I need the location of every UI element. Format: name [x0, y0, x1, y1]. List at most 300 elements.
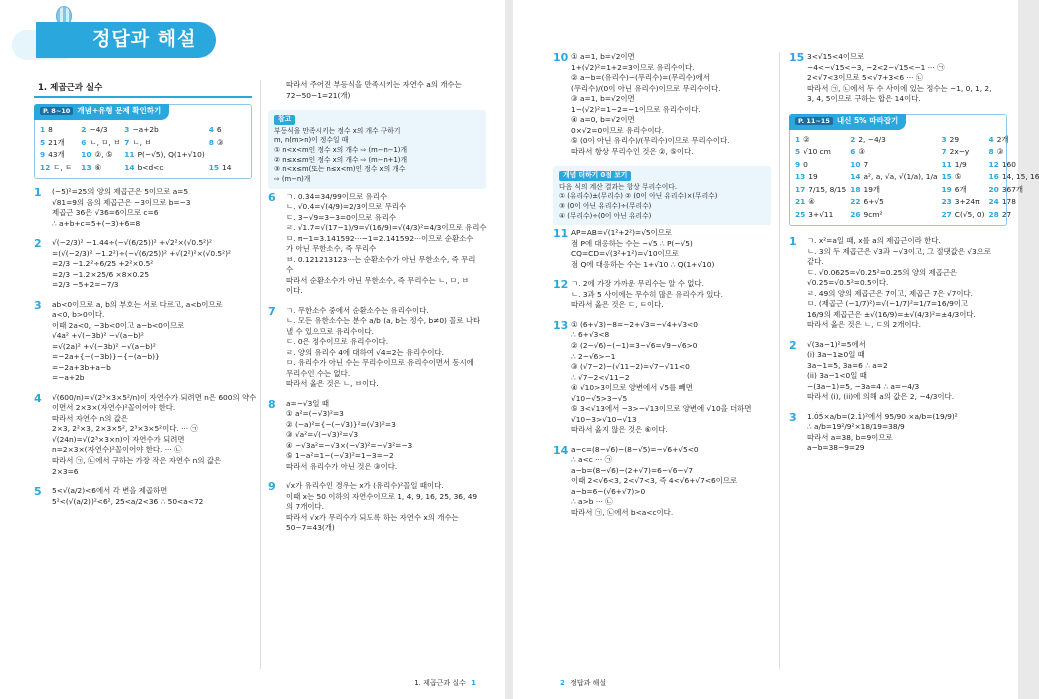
- column-divider: [260, 80, 261, 669]
- solution-line: ② (−a)²={−(−√3)}²=(√3)²=3: [286, 419, 396, 429]
- answer-number: 11: [124, 150, 135, 160]
- answer-item: [941, 172, 984, 183]
- solution-line: ㅁ. (제곱근 (−1/7)²)=√(−1/7)²=1/7=16/9이고: [807, 299, 969, 309]
- solution-item: [268, 399, 486, 473]
- answer-item: [795, 160, 846, 171]
- solution-line: 무리수인 수는 없다.: [286, 368, 351, 378]
- solution-line: ① a²=(−√3)²=3: [286, 409, 344, 419]
- answer-number: 6: [81, 137, 87, 147]
- quick-check-box: [34, 104, 252, 179]
- solution-line: 이다.: [286, 286, 303, 296]
- solution-line: =2/3 −5+2=−7/3: [52, 280, 119, 290]
- solution-line: ab<0이므로 a, b의 부호는 서로 다르고, a<b이므로: [52, 299, 223, 309]
- solution-line: √10−√5>3−√5: [571, 393, 628, 403]
- solution-line: =2/3 −1.2×25/6 ×8×0.25: [52, 269, 150, 279]
- answer-number: 2: [81, 125, 87, 135]
- answer-item: [40, 125, 77, 136]
- test-tab: [789, 114, 906, 130]
- answer-number: 10: [81, 150, 92, 160]
- solution-line: ㄱ. 무한소수 중에서 순환소수는 유리수이다.: [286, 305, 429, 315]
- answer-value: P(−√5), Q(1+√10): [137, 150, 205, 160]
- note-line: m, n(m>n)이 정수일 때: [274, 136, 349, 145]
- solution-item: [553, 320, 771, 436]
- answer-number: 9: [40, 150, 46, 160]
- answer-value: 7/15, 8/15: [808, 184, 847, 194]
- solution-line: 2<√7<3이므로 5<√7+3<6 ··· ㉡: [807, 73, 924, 83]
- answer-value: 178: [1001, 197, 1016, 207]
- solution-line: 0×√2=0이므로 유리수이다.: [571, 125, 665, 135]
- solution-line: 따라서 ㉠, ㉡에서 두 수 사이에 있는 정수는 −1, 0, 1, 2,: [807, 83, 992, 93]
- page-title: 정답과 해설: [92, 28, 197, 50]
- answer-value: ③: [996, 147, 1004, 157]
- solution-line: (무리수)/(0이 아닌 유리수)이므로 무리수이다.: [571, 83, 721, 93]
- test-answer-box: [789, 114, 1039, 227]
- solution-line: ⑤ 1−a²=1−(−√3)²=1−3=−2: [286, 451, 394, 461]
- solution-line: ∴ a/b=19²/9²×18/19=38/9: [807, 422, 905, 432]
- footer-label: 1. 제곱근과 실수: [414, 679, 466, 688]
- solution-line: (i) 3a−1≥0일 때: [807, 350, 865, 360]
- note-box: [268, 110, 486, 188]
- solution-line: 제곱근 36은 √36=6이므로 c=6: [52, 208, 159, 218]
- solution-body: [52, 393, 256, 477]
- answer-item: [941, 210, 984, 221]
- answer-value: ㄴ, ㅁ, ㅂ: [89, 137, 121, 147]
- solution-item: [34, 238, 252, 291]
- answer-number: 19: [941, 184, 952, 194]
- solution-body: [807, 52, 1007, 105]
- answer-value: 19개: [863, 184, 881, 194]
- answer-number: 27: [941, 209, 952, 219]
- solution-item: [34, 486, 252, 507]
- answer-grid: [40, 125, 246, 173]
- test-label: 내신 5% 따라잡기: [836, 115, 899, 125]
- solution-line: a−b=38−9=29: [807, 443, 865, 453]
- answer-value: ③: [216, 137, 224, 147]
- answer-number: 23: [941, 197, 952, 207]
- solution-line: n=2×3×(자연수)²꼴이어야 한다. ··· ㉡: [52, 445, 182, 455]
- right-column-1: [553, 52, 771, 527]
- note-title: 참고: [274, 115, 295, 125]
- solution-line: ㄴ. 3의 두 제곱근은 √3과 −√3이고, 그 절댓값은 √3으로: [807, 246, 991, 256]
- solution-line: √(−2/3)² −1.44÷(−√(6/25))² +√2²×(√0.5²)²: [52, 238, 212, 248]
- solution-body: [286, 399, 486, 473]
- answer-item: [989, 135, 1039, 146]
- footer: [414, 679, 479, 689]
- solution-line: 따라서 옳지 않은 것은 ⑥이다.: [571, 425, 668, 435]
- solutions-list: [553, 52, 771, 518]
- answer-value: 19: [808, 172, 818, 182]
- solution-body: [286, 306, 486, 390]
- answer-value: 27: [1001, 209, 1012, 219]
- left-column-2: [268, 80, 486, 543]
- solution-item: [553, 228, 771, 270]
- answer-value: 2, −4/3: [858, 134, 886, 144]
- solution-body: [571, 52, 771, 157]
- solution-line: AP=AB=√(1²+2²)=√5이므로: [571, 228, 673, 238]
- note-line: ⇨ (m−n)개: [274, 174, 311, 183]
- solution-line: √x가 유리수인 경우는 x가 (유리수)²꼴일 때이다.: [286, 481, 444, 491]
- solution-line: ㄷ. √0.0625=√0.25²=0.25의 양의 제곱근은: [807, 267, 958, 277]
- answer-number: 2: [850, 134, 856, 144]
- solution-line: a<0, b>0이다.: [52, 310, 105, 320]
- solution-line: 같다.: [807, 257, 824, 267]
- answer-number: 8: [988, 147, 994, 157]
- answer-item: [81, 163, 120, 174]
- answer-item: [209, 163, 246, 174]
- solution-item: [789, 412, 1007, 454]
- answer-item: [795, 197, 846, 208]
- solution-line: √0.25=√0.5²=0.5이다.: [807, 278, 889, 288]
- solution-body: [807, 340, 1007, 403]
- answer-value: 43개: [48, 150, 65, 160]
- solution-body: [286, 481, 486, 534]
- solution-item: [268, 306, 486, 390]
- answer-number: 18: [850, 184, 861, 194]
- solution-line: 따라서 항상 무리수인 것은 ②, ⑤이다.: [571, 146, 694, 156]
- answer-number: 7: [124, 137, 130, 147]
- answer-item: [209, 138, 246, 149]
- answer-number: 7: [941, 147, 947, 157]
- solution-line: 따라서 유리수가 아닌 것은 ③이다.: [286, 461, 398, 471]
- answer-item: [124, 125, 204, 136]
- solution-item: [34, 187, 252, 229]
- solution-line: ∴ a>b ··· ㉡: [571, 497, 613, 507]
- problem-number: 1: [34, 186, 42, 200]
- note-box: [553, 166, 771, 225]
- solution-line: =−2a+3b+a−b: [52, 362, 111, 372]
- solution-line: ③ √a²=√(−√3)²=√3: [286, 430, 359, 440]
- answer-value: C(√5, 0): [954, 209, 985, 219]
- solution-line: √(600/n)=√(2³×3×5²/n)이 자연수가 되려면 n은 600의 약수: [52, 392, 257, 402]
- solution-line: 점 Q에 대응하는 수는 1+√10 ∴ Q(1+√10): [571, 259, 715, 269]
- page-ref: P. 8~10: [40, 107, 73, 115]
- solution-line: 따라서 옳은 것은 ㄷ, ㅌ이다.: [571, 300, 664, 310]
- problem-number: 6: [268, 190, 276, 204]
- answer-grid: [795, 134, 1039, 221]
- problem-number: 8: [268, 397, 276, 411]
- answer-item: [850, 160, 937, 171]
- answer-value: ㄴ, ㅂ: [132, 137, 152, 147]
- solution-line: a−c=(8−√6)−(8−√5)=−√6+√5<0: [571, 444, 699, 454]
- solution-item: [268, 481, 486, 534]
- solution-item: [553, 279, 771, 311]
- problem-number: [268, 80, 286, 101]
- problem-number: 10: [553, 51, 569, 64]
- answer-value: 6+√5: [863, 197, 884, 207]
- answer-item: [989, 172, 1039, 183]
- quick-check-label: 개념+유형 문제 확인하기: [77, 106, 162, 116]
- answer-number: 8: [208, 137, 214, 147]
- solution-line: 따라서 주어진 부등식을 만족시키는 자연수 a의 개수는: [286, 80, 462, 89]
- answer-number: 3: [941, 134, 947, 144]
- solution-line: 따라서 √x가 무리수가 되도록 하는 자연수 x의 개수는: [286, 512, 459, 522]
- solution-line: ㄴ. 3과 5 사이에는 무수히 많은 유리수가 있다.: [571, 289, 723, 299]
- answer-number: 13: [795, 172, 806, 182]
- problem-number: 1: [789, 235, 797, 249]
- solution-line: ∴ a+b+c=5+(−3)+6=8: [52, 218, 141, 228]
- answer-value: b<d<c: [137, 162, 164, 172]
- solution-line: =−2a+{−(−3b)}−{−(a−b)}: [52, 352, 160, 362]
- problem-number: 9: [268, 480, 276, 494]
- solution-line: ㅁ. π−1=3.141592···−1=2.141592···이므로 순환소수: [286, 233, 474, 243]
- solution-line: 1.0̇5̇×a/b=(2.1̇)²에서 95/90 ×a/b=(19/9)²: [807, 411, 958, 421]
- right-column-2: [789, 51, 1039, 463]
- answer-item: [81, 138, 120, 149]
- note-line: ④ (무리수)÷(0이 아닌 유리수): [559, 211, 652, 220]
- solution-item: [268, 80, 486, 101]
- answer-value: 0: [803, 159, 808, 169]
- solution-line: ③ (√7−2)−(√11−2)=√7−√11<0: [571, 362, 690, 372]
- footer: [557, 679, 606, 689]
- solution-line: =2/3 −1.2²÷6/25 +2²×0.5²: [52, 259, 154, 269]
- answer-value: √10 cm: [803, 147, 831, 157]
- solution-line: a−b=(8−√6)−(2+√7)=6−√6−√7: [571, 465, 694, 475]
- answer-item: [850, 210, 937, 221]
- solution-line: ㄹ. √1.7̇=√(17−1)/9=√(16/9)=√(4/3)²=4/3이므로 유리수: [286, 223, 487, 233]
- solutions-list: [268, 80, 486, 534]
- answer-number: 9: [795, 159, 801, 169]
- solution-line: ∴ a<c ··· ㉠: [571, 455, 612, 465]
- solution-body: [52, 300, 252, 384]
- solution-line: 16/9의 제곱근은 ±√(16/9)=±√(4/3)²=±4/3이다.: [807, 309, 976, 319]
- answer-number: 5: [40, 137, 46, 147]
- solution-line: 따라서 옳은 것은 ㄴ, ㄷ의 2개이다.: [807, 320, 921, 330]
- answer-number: 10: [850, 159, 861, 169]
- answer-item: [850, 185, 937, 196]
- solution-line: ㄷ. 3−√9=3−3=0이므로 유리수: [286, 212, 397, 222]
- answer-item: [124, 163, 204, 174]
- solution-line: 5<√(a/2)<6에서 각 변을 제곱하면: [52, 486, 168, 496]
- answer-value: ②, ⑤: [94, 150, 113, 160]
- answer-number: 11: [941, 159, 952, 169]
- answer-value: 3+√11: [808, 209, 834, 219]
- solution-body: [571, 279, 771, 311]
- solution-body: [571, 445, 771, 519]
- header-band: [0, 0, 505, 74]
- solution-line: 따라서 ㉠, ㉡에서 b<a<c이다.: [571, 507, 674, 517]
- answer-item: [795, 185, 846, 196]
- answer-item: [795, 135, 846, 146]
- answer-number: 14: [850, 172, 861, 182]
- answer-item: [941, 185, 984, 196]
- section-heading: 1. 제곱근과 실수: [34, 80, 252, 98]
- solution-line: ② a−b=(유리수)−(무리수)=(무리수)에서: [571, 73, 710, 83]
- solution-line: ㄱ. 0.3̇4̇=34/99이므로 유리수: [286, 191, 387, 201]
- problem-number: 13: [553, 318, 569, 332]
- answer-item: [989, 147, 1039, 158]
- problem-number: 2: [789, 338, 797, 352]
- solution-body: [52, 486, 252, 507]
- solution-item: [268, 192, 486, 297]
- solution-line: √10−3>√10−√13: [571, 414, 637, 424]
- solution-item: [34, 391, 257, 477]
- problem-number: 2: [34, 237, 42, 251]
- problem-number: 4: [34, 391, 42, 405]
- answer-value: ⑥: [94, 162, 102, 172]
- answer-item: [40, 138, 77, 149]
- answer-value: 21개: [48, 137, 65, 147]
- answer-value: 6개: [954, 184, 967, 194]
- page-ref: P. 11~15: [795, 117, 833, 125]
- solution-body: [807, 412, 1007, 454]
- answer-value: 3+24π: [954, 197, 980, 207]
- answer-value: 14: [222, 162, 232, 172]
- solution-line: −(3a−1)=5, −3a=4 ∴ a=−4/3: [807, 381, 920, 391]
- answer-number: 12: [40, 162, 51, 172]
- solution-body: [52, 238, 252, 291]
- solution-line: 따라서 ㉠, ㉡에서 구하는 가장 작은 자연수 n의 값은: [52, 455, 222, 465]
- solution-line: 2×3, 2²×3, 2×3×5², 2³×3×5²이다. ··· ㉠: [52, 424, 198, 434]
- solution-line: (−5)²=25의 양의 제곱근은 5이므로 a=5: [52, 187, 189, 197]
- solution-line: √4a² +√(−3b)² −√(a−b)²: [52, 331, 144, 341]
- left-column-1: [34, 80, 257, 516]
- solution-line: 3<√15<4이므로: [807, 52, 865, 61]
- solution-line: ① a=1, b=√2이면: [571, 52, 635, 61]
- solution-body: [286, 192, 487, 297]
- solution-item: [789, 236, 1007, 331]
- solution-body: [52, 187, 252, 229]
- solution-line: 수: [286, 265, 294, 275]
- answer-value: 9cm²: [863, 209, 883, 219]
- answer-number: 1: [795, 134, 801, 144]
- solution-line: 낼 수 있으므로 유리수이다.: [286, 326, 374, 336]
- solution-line: 5²<(√(a/2))²<6², 25<a/2<36 ∴ 50<a<72: [52, 496, 204, 506]
- answer-value: ②: [803, 134, 810, 144]
- solution-line: −4<−√15<−3, −2<2−√15<−1 ··· ㉠: [807, 62, 945, 72]
- solution-line: 의 7개이다.: [286, 502, 324, 512]
- answer-item: [795, 210, 846, 221]
- solution-line: ∴ 6+√3<8: [571, 330, 610, 340]
- solution-item: [553, 445, 771, 519]
- solution-line: ㅁ. 유리수가 아닌 수는 무리수이므로 유리수이면서 동시에: [286, 358, 474, 368]
- answer-item: [795, 172, 846, 183]
- solution-line: ④ −√3a²=−√3×(−√3)²=−√3²=−3: [286, 440, 413, 450]
- problem-number: 3: [34, 298, 42, 312]
- solution-line: 가 아닌 무한소수, 즉 무리수: [286, 244, 377, 254]
- answer-number: 26: [850, 209, 861, 219]
- answer-value: −a+2b: [132, 125, 159, 135]
- solution-line: CQ=CD=√(3²+1²)=√10이므로: [571, 249, 679, 259]
- solution-line: √(3a−1)²=5에서: [807, 339, 866, 349]
- footer-label: 정답과 해설: [570, 679, 607, 688]
- solution-line: ② (2−√6)−(−1)=3−√6=√9−√6>0: [571, 341, 698, 350]
- solution-line: 50−7=43(개): [286, 523, 335, 533]
- solutions-list: [789, 52, 1007, 105]
- solution-item: [34, 300, 252, 384]
- answer-value: 1/9: [954, 159, 967, 169]
- answer-item: [941, 135, 984, 146]
- note-line: 부등식을 만족시키는 정수 x의 개수 구하기: [274, 126, 401, 135]
- solution-line: 따라서 a=38, b=9이므로: [807, 432, 893, 442]
- solution-line: ④ a=0, b=√2이면: [571, 115, 635, 125]
- solution-item: [789, 340, 1007, 403]
- answer-item: [850, 172, 937, 183]
- answer-item: [850, 135, 937, 146]
- page-number: 2: [560, 679, 565, 688]
- solution-line: ㄴ. 모든 유한소수는 분수 a/b (a, b는 정수, b≠0) 꼴로 나타: [286, 316, 481, 326]
- problem-number: 5: [34, 485, 42, 499]
- answer-item: [795, 147, 846, 158]
- note-title: 개념 더하기 0점 보기: [559, 171, 631, 181]
- answer-number: 24: [988, 197, 999, 207]
- solution-line: ④ √10>3이므로 양변에서 √5를 빼면: [571, 383, 693, 393]
- quick-check-tab: [34, 104, 169, 120]
- solution-line: 72−50−1=21(개): [286, 90, 351, 100]
- answer-item: [941, 147, 984, 158]
- answer-item: [941, 197, 984, 208]
- answer-number: 13: [81, 162, 92, 172]
- answer-number: 4: [988, 134, 994, 144]
- solution-line: √81=9의 음의 제곱근은 −3이므로 b=−3: [52, 197, 191, 207]
- solution-line: ㄱ. x²=a일 때, x를 a의 제곱근이라 한다.: [807, 236, 941, 246]
- note-line: ③ (0이 아닌 유리수)÷(무리수): [559, 202, 652, 211]
- answer-item: [209, 150, 246, 161]
- answer-value: 29: [949, 134, 960, 144]
- answer-number: 1: [40, 125, 46, 135]
- answer-item: [989, 210, 1039, 221]
- solution-line: 이때 x는 50 이하의 자연수이므로 1, 4, 9, 16, 25, 36, 49: [286, 491, 478, 501]
- solution-line: ㄷ. 0은 정수이므로 유리수이다.: [286, 337, 389, 347]
- answer-value: 7: [863, 159, 869, 169]
- solution-line: 따라서 자연수 n의 값은: [52, 413, 128, 423]
- solution-line: ㅂ. 0.121213123···는 순환소수가 아닌 무한소수, 즉 무리: [286, 254, 476, 264]
- answer-item: [989, 160, 1039, 171]
- note-line: ③ n<x≤m(또는 n≤x<m)인 정수 x의 개수: [274, 165, 406, 174]
- answer-value: −4/3: [89, 125, 108, 135]
- answer-number: 15: [208, 162, 219, 172]
- answer-number: 25: [795, 209, 806, 219]
- answer-number: 5: [795, 147, 801, 157]
- answer-value: ③: [858, 147, 865, 157]
- answer-number: 21: [795, 197, 806, 207]
- solution-line: 따라서 순환소수가 아닌 무한소수, 즉 무리수는 ㄴ, ㅁ, ㅂ: [286, 275, 469, 285]
- answer-number: 6: [850, 147, 856, 157]
- answer-number: 3: [124, 125, 130, 135]
- answer-item: [124, 138, 204, 149]
- answer-number: 12: [988, 159, 999, 169]
- solution-line: 1+(√2)²=1+2=3이므로 유리수이다.: [571, 62, 695, 72]
- solution-body: [286, 80, 486, 101]
- answer-value: 2x−y: [949, 147, 970, 157]
- solution-line: ⑤ 3<√13에서 −3>−√13이므로 양변에 √10을 더하면: [571, 404, 752, 414]
- solution-line: =√(2a)² +√(−3b)² −√(a−b)²: [52, 341, 156, 351]
- answer-item: [989, 185, 1039, 196]
- answer-item: [81, 150, 120, 161]
- solution-line: a=−√3일 때: [286, 398, 329, 408]
- answer-value: ㄷ, ㅌ: [53, 162, 73, 172]
- answer-item: [989, 197, 1039, 208]
- solution-line: ㄱ. 2에 가장 가까운 무리수는 알 수 없다.: [571, 279, 704, 289]
- right-page: [513, 0, 1039, 699]
- problem-number: 15: [789, 51, 805, 64]
- solution-body: [571, 228, 771, 270]
- solution-line: 점 P에 대응하는 수는 −√5 ∴ P(−√5): [571, 238, 693, 248]
- answer-item: [40, 150, 77, 161]
- solution-line: ① (6+√3)−8=−2+√3=−√4+√3<0: [571, 319, 698, 329]
- answer-item: [124, 150, 204, 161]
- answer-value: 2개: [996, 134, 1009, 144]
- solution-line: 3, 4, 5이므로 구하는 합은 14이다.: [807, 94, 921, 104]
- column-divider: [779, 52, 780, 669]
- note-line: ② n≤x≤m인 정수 x의 개수 ⇨ (m−n+1)개: [274, 155, 408, 164]
- solution-line: 2×3=6: [52, 466, 79, 476]
- solution-line: ∴ √7−2<√11−2: [571, 372, 630, 382]
- answer-value: 367개: [1001, 184, 1024, 194]
- problem-number: 14: [553, 443, 569, 457]
- answer-number: 28: [988, 209, 999, 219]
- answer-item: [81, 125, 120, 136]
- problem-number: 11: [553, 227, 569, 241]
